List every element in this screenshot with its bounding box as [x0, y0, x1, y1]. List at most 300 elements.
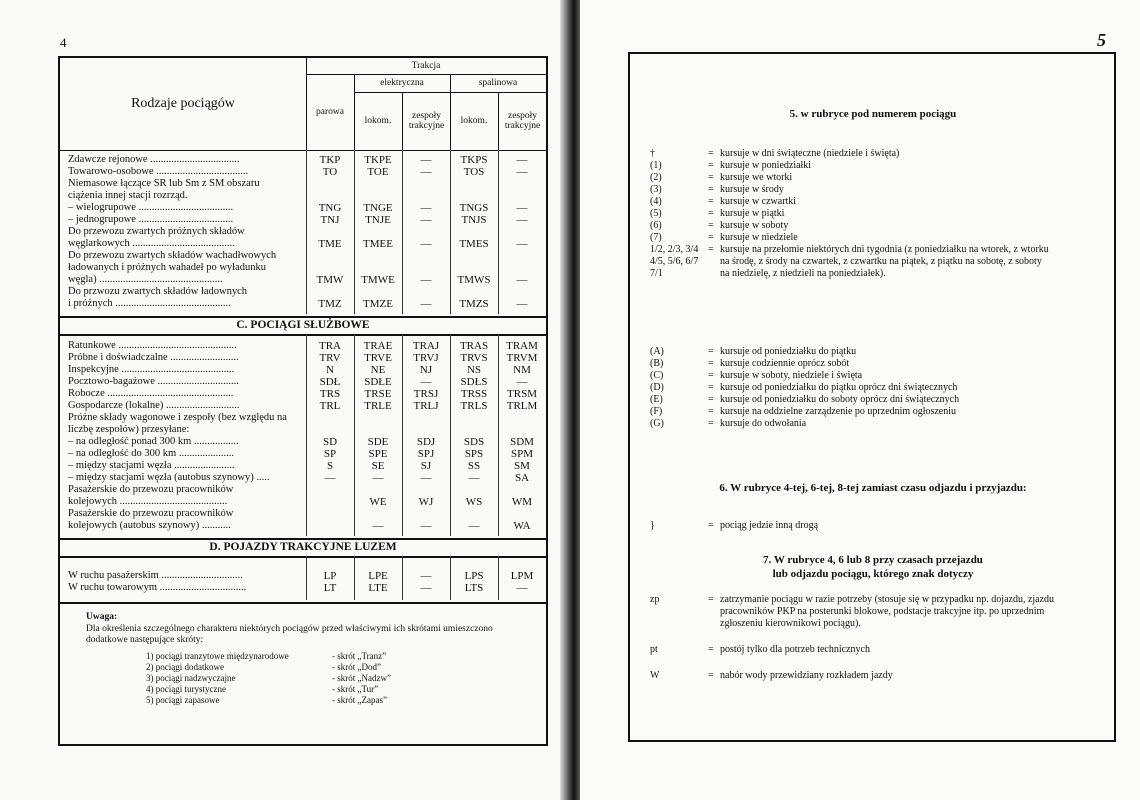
code-cell: LTE — [368, 582, 388, 594]
legend-text: kursuje w dni świąteczne (niedziele i święta) — [720, 148, 900, 159]
legend-symbol: 7/1 — [650, 268, 663, 279]
note-text: Dla określenia szczególnego charakteru niektórych pociągów przed właściwymi ich skrótami umieszczono — [86, 624, 493, 634]
row-label: i próżnych ............................................ — [68, 298, 231, 309]
code-cell: — — [420, 582, 432, 594]
code-cell: — — [516, 274, 528, 286]
code-cell: TMZS — [459, 298, 489, 310]
table-row — [60, 412, 546, 424]
table-row — [60, 496, 546, 508]
legend-row — [630, 160, 1116, 172]
code-cell: TNGS — [459, 202, 489, 214]
code-cell: — — [420, 214, 432, 226]
code-cell: SDE — [367, 436, 389, 448]
table-row — [60, 508, 546, 520]
row-label: W ruchu pasażerskim ............................... — [68, 570, 243, 581]
code-cell: LPS — [464, 570, 484, 582]
note-code: - skrót „Tranz” — [332, 651, 387, 661]
code-cell: TNGE — [363, 202, 393, 214]
legend-symbol: (3) — [650, 184, 662, 195]
legend-symbol: (E) — [650, 394, 663, 405]
table-row — [60, 178, 546, 190]
row-label: Gospodarcze (lokalne) ............................ — [68, 400, 240, 411]
column-divider — [306, 334, 307, 536]
row-label: kolejowych (autobus szynowy) ........... — [68, 520, 231, 531]
code-cell: NJ — [419, 364, 433, 376]
code-cell: TRLJ — [413, 400, 439, 412]
code-cell: SPS — [464, 448, 484, 460]
column-divider — [354, 150, 355, 314]
code-cell: TMW — [316, 274, 344, 286]
code-cell: WM — [511, 496, 533, 508]
row-label: – między stacjami węzła (autobus szynowy) ..... — [68, 472, 270, 483]
table-row — [60, 472, 546, 484]
header-zespoly-e: zespoły trakcyjne — [408, 110, 445, 131]
code-cell: — — [324, 472, 336, 484]
header-lokom-e: lokom. — [364, 115, 392, 126]
legend-row — [630, 644, 1116, 656]
code-cell: TMES — [459, 238, 489, 250]
header-zespoly-s: zespoły trakcyjne — [504, 110, 541, 131]
table-row — [60, 436, 546, 448]
code-cell: TRVJ — [413, 352, 439, 364]
table-row — [60, 364, 546, 376]
row-label: Robocze ................................................ — [68, 388, 234, 399]
table-row — [60, 262, 546, 274]
code-cell: WE — [369, 496, 387, 508]
table-row — [60, 340, 546, 352]
code-cell: — — [420, 202, 432, 214]
legend-text: nabór wody przewidziany rozkładem jazdy — [720, 670, 893, 681]
equals-sign: = — [708, 520, 714, 531]
table-row — [60, 298, 546, 310]
code-cell: SDS — [463, 436, 485, 448]
equals-sign: = — [708, 358, 714, 369]
legend-text: kursuje na przełomie niektórych dni tygodnia (z poniedziałku na wtorek, z wtorku — [720, 244, 1049, 255]
code-cell: — — [420, 154, 432, 166]
table-row — [60, 582, 546, 594]
legend-row — [630, 220, 1116, 232]
legend-row — [630, 244, 1116, 256]
code-cell: SE — [371, 460, 385, 472]
table-row — [60, 238, 546, 250]
legend-text: kursuje w soboty, niedziele i święta — [720, 370, 863, 381]
legend-symbol: (6) — [650, 220, 662, 231]
legend-row — [630, 208, 1116, 220]
row-label: Pasażerskie do przewozu pracowników — [68, 508, 234, 519]
legend-text: pociąg jedzie inną drogą — [720, 520, 819, 531]
code-cell: — — [420, 298, 432, 310]
code-cell: WS — [465, 496, 483, 508]
code-cell: NS — [466, 364, 482, 376]
note-item: 1) pociągi tranzytowe międzynarodowe — [146, 651, 289, 661]
equals-sign: = — [708, 244, 714, 255]
note-heading: Uwaga: — [86, 612, 118, 622]
header-trakcja: Trakcja — [411, 60, 441, 71]
legend-row — [630, 358, 1116, 370]
code-cell: — — [516, 582, 528, 594]
code-cell: — — [516, 298, 528, 310]
legend-text: kursuje od poniedziałku do piątku — [720, 346, 857, 357]
code-cell: TO — [322, 166, 338, 178]
code-cell: LPM — [510, 570, 534, 582]
legend-symbol: 4/5, 5/6, 6/7 — [650, 256, 699, 267]
equals-sign: = — [708, 418, 714, 429]
row-label: Pocztowo-bagażowe ............................... — [68, 376, 239, 387]
equals-sign: = — [708, 594, 714, 605]
row-label: Do przwozu zwartych składów ładownych — [68, 286, 248, 297]
equals-sign: = — [708, 184, 714, 195]
legend-symbol: (F) — [650, 406, 663, 417]
code-cell: TRA — [319, 340, 341, 352]
row-label: Próbne i doświadczalne .......................... — [68, 352, 239, 363]
code-cell: TRAJ — [412, 340, 440, 352]
table-row — [60, 520, 546, 532]
code-cell: — — [420, 166, 432, 178]
code-cell: TMEE — [363, 238, 393, 250]
legend-text: kursuje w środy — [720, 184, 784, 195]
code-cell: — — [420, 274, 432, 286]
code-cell: — — [372, 472, 384, 484]
note-text: dodatkowe następujące skróty: — [86, 635, 204, 645]
code-cell: TOE — [367, 166, 389, 178]
page-number-right: 5 — [1097, 30, 1106, 50]
code-cell: TRSJ — [413, 388, 439, 400]
code-cell: SDŁ — [319, 376, 341, 388]
row-label: węglarkowych ....................................... — [68, 238, 235, 249]
code-cell: SDJ — [416, 436, 436, 448]
code-cell: TRLS — [460, 400, 488, 412]
equals-sign: = — [708, 346, 714, 357]
legend-row — [630, 670, 1116, 682]
row-label: Inspekcyjne ........................................... — [68, 364, 235, 375]
legend-symbol: (C) — [650, 370, 664, 381]
equals-sign: = — [708, 160, 714, 171]
page-number-left: 4 — [60, 35, 67, 50]
table-row — [60, 274, 546, 286]
legend-row — [630, 184, 1116, 196]
legend-row — [630, 268, 1116, 280]
code-cell: SA — [514, 472, 530, 484]
equals-sign: = — [708, 370, 714, 381]
code-cell: WA — [513, 520, 531, 532]
legend-row — [630, 520, 1116, 532]
code-cell: — — [420, 472, 432, 484]
equals-sign: = — [708, 196, 714, 207]
equals-sign: = — [708, 394, 714, 405]
row-label: – wielogrupowe .................................... — [68, 202, 234, 213]
equals-sign: = — [708, 208, 714, 219]
code-cell: LPE — [368, 570, 388, 582]
section-5-title: 5. w rubryce pod numerem pociągu — [789, 108, 957, 120]
code-cell: — — [420, 238, 432, 250]
equals-sign: = — [708, 172, 714, 183]
code-cell: TKPS — [460, 154, 488, 166]
code-cell: TRAE — [363, 340, 393, 352]
equals-sign: = — [708, 644, 714, 655]
code-cell: SDŁS — [460, 376, 488, 388]
legend-frame — [628, 52, 1116, 742]
code-cell: — — [468, 520, 480, 532]
legend-text: zgłoszeniu kierownikowi pociągu). — [720, 618, 861, 629]
code-cell: TRVE — [364, 352, 392, 364]
code-cell: TRSM — [507, 388, 537, 400]
header-lokom-s: lokom. — [460, 115, 488, 126]
header-title: Rodzaje pociągów — [60, 58, 307, 150]
code-cell: — — [372, 520, 384, 532]
equals-sign: = — [708, 232, 714, 243]
section-d-title: D. POJAZDY TRAKCYJNE LUZEM — [209, 541, 397, 553]
code-cell: TKP — [319, 154, 341, 166]
section-divider — [60, 316, 546, 318]
code-cell: SPE — [368, 448, 388, 460]
legend-row — [630, 406, 1116, 418]
column-divider — [306, 556, 307, 600]
legend-symbol: pt — [650, 644, 658, 655]
code-cell: TRL — [319, 400, 341, 412]
code-cell: SDM — [510, 436, 534, 448]
table-row — [60, 400, 546, 412]
legend-symbol: (1) — [650, 160, 662, 171]
row-label: – jednogrupowe .................................... — [68, 214, 234, 225]
code-cell: — — [516, 154, 528, 166]
code-cell: TOS — [463, 166, 485, 178]
column-divider — [450, 150, 451, 314]
table-row — [60, 424, 546, 436]
code-cell: — — [516, 214, 528, 226]
train-types-table — [58, 56, 548, 746]
column-divider — [354, 556, 355, 600]
equals-sign: = — [708, 406, 714, 417]
section-6-title: 6. W rubryce 4-tej, 6-tej, 8-tej zamiast czasu odjazdu i przyjazdu: — [719, 482, 1027, 494]
column-divider — [498, 556, 499, 600]
legend-row — [630, 148, 1116, 160]
table-row — [60, 166, 546, 178]
column-divider — [306, 150, 307, 314]
section-divider — [60, 334, 546, 336]
legend-row — [630, 232, 1116, 244]
code-cell: — — [516, 166, 528, 178]
table-row — [60, 226, 546, 238]
equals-sign: = — [708, 220, 714, 231]
row-label: Do przewozu zwartych składów wachadłwowych — [68, 250, 277, 261]
code-cell: N — [326, 364, 334, 376]
table-row — [60, 484, 546, 496]
code-cell: SS — [467, 460, 481, 472]
row-label: Ratunkowe ............................................. — [68, 340, 237, 351]
code-cell: TRAS — [459, 340, 489, 352]
legend-text: kursuje w czwartki — [720, 196, 797, 207]
legend-symbol: (7) — [650, 232, 662, 243]
table-row — [60, 448, 546, 460]
legend-row — [630, 418, 1116, 430]
code-cell: NE — [370, 364, 386, 376]
column-divider — [402, 556, 403, 600]
code-cell: LP — [323, 570, 337, 582]
legend-text: zatrzymanie pociągu w razie potrzeby (stosuje się w przypadku np. dojazdu, zjazdu — [720, 594, 1055, 605]
code-cell: TRSS — [460, 388, 488, 400]
note-code: - skrót „Nadzw” — [332, 673, 391, 683]
section-divider — [60, 556, 546, 558]
code-cell: TRVM — [506, 352, 538, 364]
table-row — [60, 570, 546, 582]
row-label: Pasażerskie do przewozu pracowników — [68, 484, 234, 495]
equals-sign: = — [708, 670, 714, 681]
note-item: 2) pociągi dodatkowe — [146, 662, 224, 672]
section-divider — [60, 538, 546, 540]
code-cell: TMZ — [318, 298, 342, 310]
section-7-subtitle: lub odjazdu pociągu, którego znak dotyczy — [772, 568, 974, 580]
header-parowa: parowa — [316, 106, 344, 117]
table-row — [60, 190, 546, 202]
legend-symbol: † — [650, 148, 655, 159]
code-cell: WJ — [418, 496, 434, 508]
column-divider — [402, 334, 403, 536]
row-label: – między stacjami węzła ....................... — [68, 460, 235, 471]
note-code: - skrót „Tur” — [332, 684, 379, 694]
header-elektryczna: elektryczna — [380, 77, 424, 88]
legend-text: kursuje do odwołania — [720, 418, 807, 429]
legend-text: kursuje w niedziele — [720, 232, 798, 243]
code-cell: — — [420, 376, 432, 388]
legend-text: na środę, z środy na czwartek, z czwartku na piątek, z piątku na sobotę, z soboty — [720, 256, 1042, 267]
row-label: – na odległość ponad 300 km ................. — [68, 436, 239, 447]
code-cell: — — [468, 472, 480, 484]
legend-text: kursuje od poniedziałku do soboty oprócz dni świątecznych — [720, 394, 960, 405]
column-divider — [450, 334, 451, 536]
code-cell: TNG — [318, 202, 342, 214]
code-cell: — — [420, 520, 432, 532]
section-7-title: 7. W rubryce 4, 6 lub 8 przy czasach przejazdu — [763, 554, 983, 566]
code-cell: TRLM — [506, 400, 538, 412]
legend-text: kursuje od poniedziałku do piątku oprócz dni świątecznych — [720, 382, 958, 393]
legend-row — [630, 370, 1116, 382]
legend-row — [630, 346, 1116, 358]
table-header — [60, 58, 546, 151]
row-label: węgla) ............................................... — [68, 274, 223, 285]
legend-symbol: W — [650, 670, 660, 681]
table-row — [60, 352, 546, 364]
row-label: ładowanych i próżnych wahadeł po wyładunku — [68, 262, 266, 273]
column-divider — [402, 150, 403, 314]
column-divider — [498, 334, 499, 536]
legend-text: kursuje w piątki — [720, 208, 785, 219]
table-row — [60, 388, 546, 400]
row-label: liczbę zespołów) przesyłane: — [68, 424, 190, 435]
code-cell: TNJS — [461, 214, 487, 226]
table-row — [60, 376, 546, 388]
header-spalinowa: spalinowa — [478, 77, 518, 88]
legend-row — [630, 172, 1116, 184]
row-label: – na odległość do 300 km ..................... — [68, 448, 234, 459]
legend-text: kursuje we wtorki — [720, 172, 793, 183]
code-cell: — — [516, 376, 528, 388]
code-cell: LT — [323, 582, 337, 594]
table-row — [60, 250, 546, 262]
code-cell: SPJ — [417, 448, 435, 460]
table-row — [60, 460, 546, 472]
code-cell: TKPE — [364, 154, 392, 166]
code-cell: — — [420, 570, 432, 582]
legend-symbol: (2) — [650, 172, 662, 183]
table-row — [60, 202, 546, 214]
code-cell: TMZE — [363, 298, 393, 310]
legend-row — [630, 382, 1116, 394]
column-divider — [450, 556, 451, 600]
column-divider — [498, 150, 499, 314]
row-label: W ruchu towarowym ................................. — [68, 582, 247, 593]
table-row — [60, 154, 546, 166]
column-divider — [354, 334, 355, 536]
code-cell: — — [516, 238, 528, 250]
section-divider — [60, 602, 546, 604]
code-cell: TRS — [319, 388, 341, 400]
row-label: Towarowo-osobowe ................................... — [68, 166, 249, 177]
code-cell: TMWS — [457, 274, 491, 286]
row-label: Zdawcze rejonowe .................................. — [68, 154, 240, 165]
legend-text: kursuje na oddzielne zarządzenie po uprzednim ogłoszeniu — [720, 406, 957, 417]
legend-symbol: zp — [650, 594, 660, 605]
code-cell: TRV — [319, 352, 341, 364]
legend-symbol: } — [650, 520, 655, 531]
note-item: 3) pociągi nadzwyczajne — [146, 673, 236, 683]
legend-text: kursuje codziennie oprócz sobót — [720, 358, 850, 369]
code-cell: SM — [514, 460, 530, 472]
legend-text: postój tylko dla potrzeb technicznych — [720, 644, 870, 655]
code-cell: SPM — [510, 448, 534, 460]
table-row — [60, 286, 546, 298]
legend-row — [630, 196, 1116, 208]
legend-symbol: (B) — [650, 358, 664, 369]
note-item: 5) pociągi zapasowe — [146, 695, 220, 705]
legend-row — [630, 256, 1116, 268]
note-code: - skrót „Dod” — [332, 662, 381, 672]
legend-symbol: (5) — [650, 208, 662, 219]
code-cell: TRAM — [506, 340, 538, 352]
code-cell: TRSE — [364, 388, 392, 400]
code-cell: TME — [318, 238, 342, 250]
legend-symbol: (D) — [650, 382, 664, 393]
legend-symbol: (4) — [650, 196, 662, 207]
table-row — [60, 214, 546, 226]
section-c-title: C. POCIĄGI SŁUŻBOWE — [236, 319, 370, 331]
note-item: 4) pociągi turystyczne — [146, 684, 226, 694]
row-label: Do przewozu zwartych próżnych składów — [68, 226, 245, 237]
code-cell: NM — [513, 364, 531, 376]
code-cell: TMWE — [361, 274, 395, 286]
code-cell: SDŁE — [364, 376, 392, 388]
code-cell: SJ — [420, 460, 432, 472]
legend-row — [630, 394, 1116, 406]
note-code: - skrót „Zapas” — [332, 695, 387, 705]
code-cell: TNJE — [365, 214, 391, 226]
legend-text: na niedzielę, z niedzieli na poniedziałek). — [720, 268, 886, 279]
equals-sign: = — [708, 148, 714, 159]
legend-symbol: 1/2, 2/3, 3/4 — [650, 244, 699, 255]
legend-symbol: (G) — [650, 418, 664, 429]
code-cell: SP — [323, 448, 337, 460]
legend-symbol: (A) — [650, 346, 664, 357]
equals-sign: = — [708, 382, 714, 393]
legend-text: pracowników PKP na posterunki blokowe, podstacje trakcyjne itp. po uprzednim — [720, 606, 1045, 617]
row-label: ciążenia innej stacji rozrząd. — [68, 190, 188, 201]
code-cell: TRLE — [364, 400, 392, 412]
code-cell: S — [326, 460, 334, 472]
row-label: kolejowych ......................................... — [68, 496, 228, 507]
legend-text: kursuje w soboty — [720, 220, 789, 231]
code-cell: — — [516, 202, 528, 214]
code-cell: TRVS — [460, 352, 488, 364]
code-cell: LTS — [464, 582, 484, 594]
